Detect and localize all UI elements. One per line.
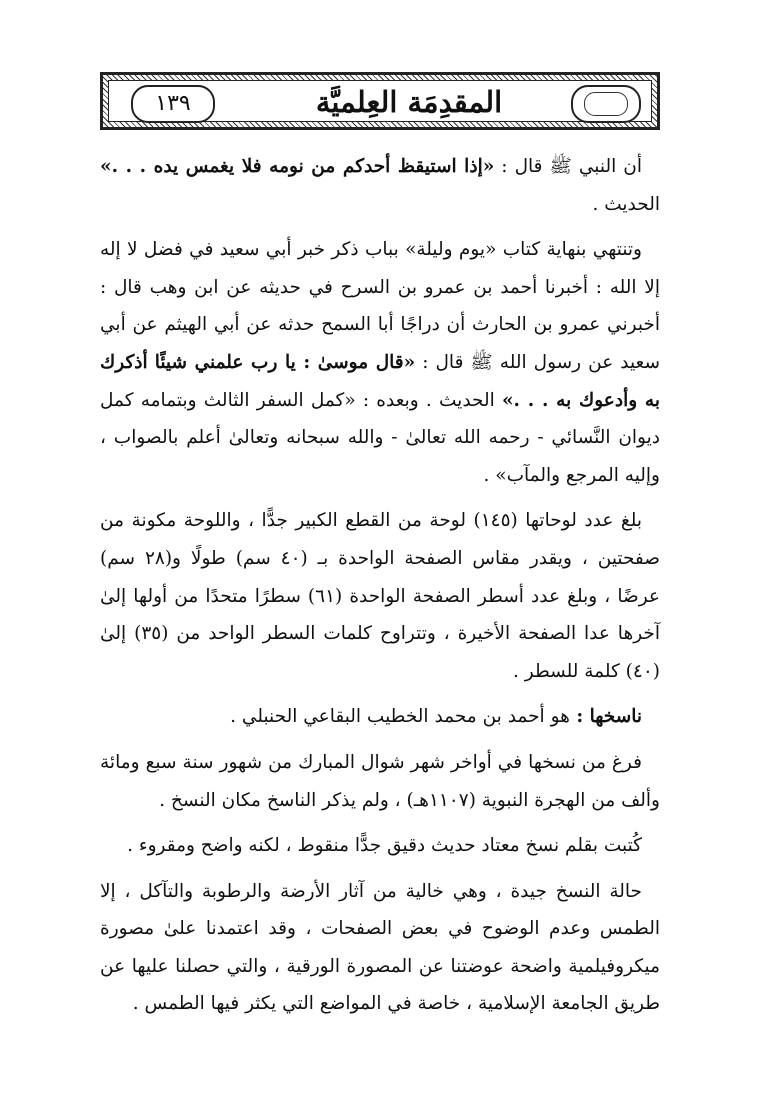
text-run: ميكروفيلمية واضحة عوضتنا عن المصورة الورقية ، والتي حصلنا عليها عن [100, 955, 660, 977]
paragraph [100, 827, 660, 865]
seal-inner-ring [584, 92, 628, 116]
text-run: وتنتهي بنهاية كتاب «يوم وليلة» بباب ذكر خبر أبي سعيد في فضل [143, 239, 642, 261]
calligraphic-seal-icon [571, 85, 641, 123]
text-run: حالة النسخ جيدة ، وهي خالية من آثار الأرضة والرطوبة والتآكل ، إلا [100, 880, 642, 902]
bold-text: «قال موسىٰ : يا رب علمني شيئًا [154, 351, 416, 373]
page-number: ١٣٩ [131, 85, 215, 123]
text-run: طريق الجامعة الإسلامية ، خاصة في المواضع التي يكثر فيها الطمس . [132, 993, 660, 1015]
text-run: قال : أخبرني عمرو بن الحارث أن دراجًا أبا السمح حدثه عن أبي الهيثم [100, 276, 660, 336]
paragraph [100, 873, 660, 1023]
text-run: عن أبي سعيد عن رسول الله ﷺ قال : [100, 314, 660, 373]
text-run: بلغ عدد لوحاتها (١٤٥) لوحة من القطع الكبير جدًّا ، واللوحة مكونة [131, 510, 642, 532]
page-header [100, 72, 660, 130]
text-run: لا إله إلا الله : أخبرنا أحمد بن عمرو بن السرح في حديثه عن ابن وهب [100, 239, 660, 298]
running-title: المقدِمَة العِلميَّة [315, 85, 503, 119]
text-run: (٣٥) إلىٰ (٤٠) كلمة للسطر . [100, 623, 660, 682]
text-run: وألف من الهجرة النبوية (١١٠٧هـ) ، ولم يذكر الناسخ مكان النسخ . [159, 789, 660, 811]
text-run: هو أحمد بن محمد الخطيب البقاعي الحنبلي . [230, 706, 570, 728]
bold-text: «إذا استيقظ أحدكم من نومه فلا يغمس يده . . .» [100, 156, 495, 177]
paragraph [100, 148, 660, 223]
bold-text: أذكرك به وأدعوك به . . .» [100, 351, 660, 411]
text-run: الحديث . [592, 193, 660, 215]
paragraph [100, 744, 660, 819]
text-run: كمل ديوان النَّسائي - رحمه الله تعالىٰ - والله سبحانه وتعالىٰ أعلم [100, 389, 660, 449]
text-run: فرغ من نسخها في أواخر شهر شوال المبارك من شهور سنة سبع ومائة [100, 751, 642, 773]
text-run: سم) عرضًا ، وبلغ عدد أسطر الصفحة الواحدة (٦١) سطرًا متحدًا من [100, 547, 660, 607]
text-run: أن النبي ﷺ قال : [494, 156, 642, 177]
text-run: الحديث . وبعده : «كمل السفر الثالث وبتمامه [140, 389, 502, 411]
header-panel [108, 80, 652, 122]
body-text [100, 148, 660, 1023]
text-run: كُتبت بقلم نسخ معتاد حديث دقيق جدًّا منقوط ، لكنه واضح ومقروء . [127, 835, 642, 857]
text-run: من صفحتين ، ويقدر مقاس الصفحة الواحدة بـ (٤٠ سم) طولًا و(٢٨ [100, 510, 660, 569]
paragraph [100, 502, 660, 690]
bold-text: ناسخها : [569, 706, 642, 728]
paragraph [100, 231, 660, 494]
text-run: أولها إلىٰ آخرها عدا الصفحة الأخيرة ، وتتراوح كلمات السطر الواحد من [100, 585, 660, 645]
paragraph [100, 698, 660, 736]
text-run: الطمس وعدم الوضوح في بعض الصفحات ، وقد اعتمدنا علىٰ مصورة [100, 918, 660, 940]
text-run: بالصواب ، وإليه المرجع والمآب» . [100, 427, 660, 486]
